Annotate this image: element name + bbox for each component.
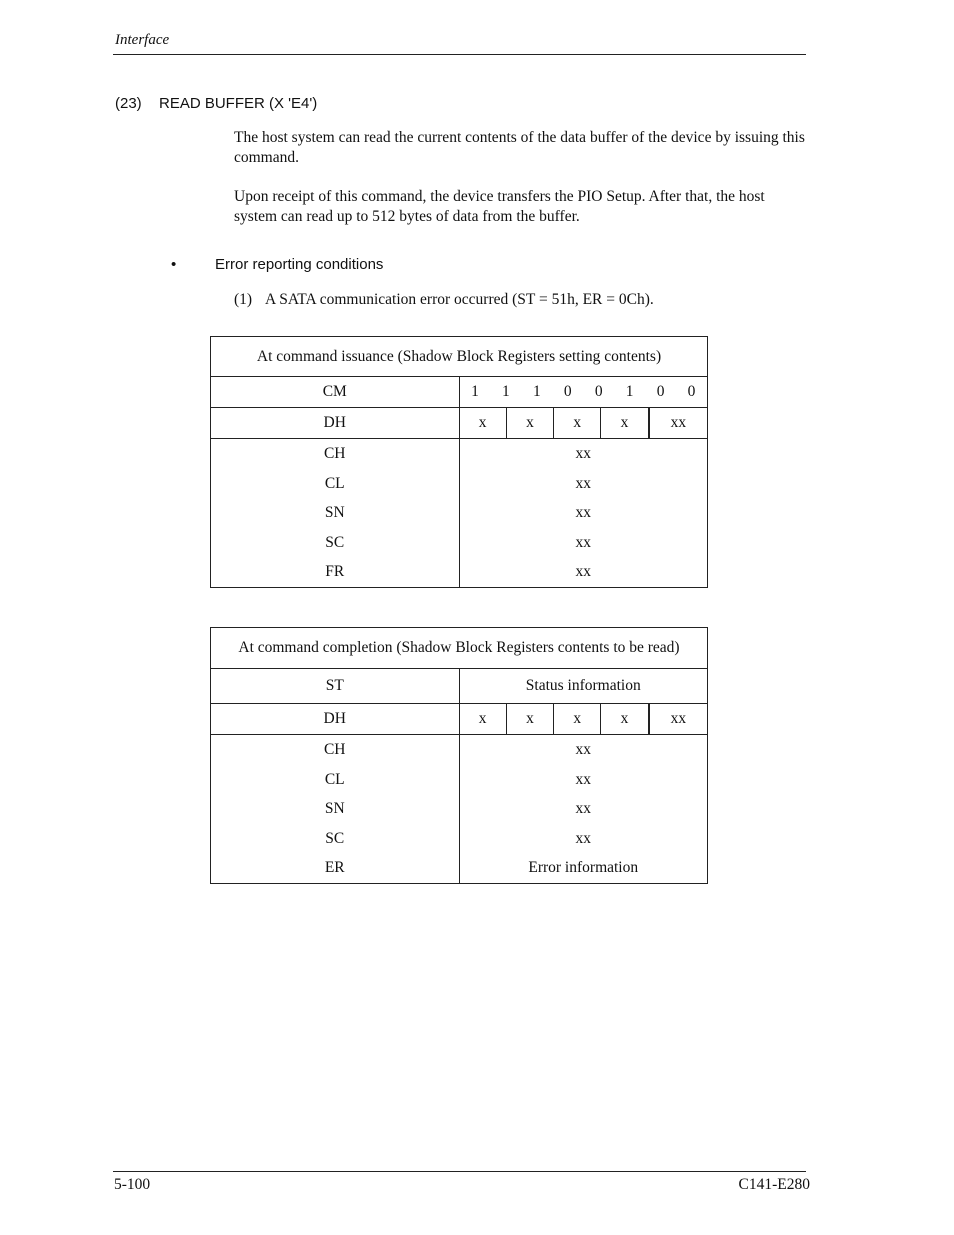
- register-label-cl: CL: [324, 474, 345, 492]
- register-values: [459, 439, 708, 588]
- bit-6: 1: [502, 383, 510, 400]
- register-label-sn: SN: [324, 800, 345, 818]
- register-label-cl: CL: [324, 770, 345, 788]
- register-values: [459, 735, 708, 884]
- header-rule: [113, 54, 806, 55]
- bit-1: 0: [656, 383, 665, 400]
- dh-rest: xx: [670, 710, 687, 727]
- register-label-dh: DH: [211, 704, 460, 735]
- condition-number: (1): [234, 291, 253, 308]
- condition-text: A SATA communication error occurred (ST = 51h, ER = 0Ch).: [265, 291, 654, 308]
- bullet-text: Error reporting conditions: [215, 256, 384, 273]
- register-label-sc: SC: [325, 829, 345, 847]
- register-value-ch: xx: [575, 741, 591, 758]
- register-value-fr: xx: [575, 563, 591, 581]
- dh-bit-5: x: [554, 704, 601, 734]
- dh-bit-6: x: [507, 408, 554, 438]
- dh-bit-5: x: [554, 408, 601, 438]
- dh-bit-6: x: [507, 704, 554, 734]
- register-labels: [211, 439, 460, 588]
- register-value-ch: xx: [575, 445, 591, 462]
- bit-5: 1: [532, 383, 541, 400]
- paragraph-2: Upon receipt of this command, the device transfers the PIO Setup. After that, the host system can read up to 512 bytes of data from the buffer.: [234, 188, 765, 225]
- footer-rule: [113, 1171, 806, 1172]
- document-id: C141-E280: [738, 1176, 810, 1193]
- issuance-register-table: [210, 336, 708, 588]
- dh-bit-4: x: [601, 408, 649, 438]
- register-value-sn: xx: [575, 800, 591, 818]
- table-title: At command completion (Shadow Block Registers contents to be read): [211, 628, 708, 669]
- register-value-sc: xx: [575, 533, 591, 551]
- register-label-ch: CH: [323, 445, 346, 462]
- register-value-st: Status information: [459, 669, 708, 704]
- table-title: At command issuance (Shadow Block Registers setting contents): [211, 337, 708, 377]
- register-value-cl: xx: [575, 474, 591, 492]
- bit-0: 0: [687, 383, 696, 400]
- register-label-cm: CM: [211, 377, 460, 408]
- register-value-er: Error information: [528, 859, 639, 877]
- bit-4: 0: [563, 383, 572, 400]
- register-label-er: ER: [324, 859, 345, 877]
- register-value-cl: xx: [575, 770, 591, 788]
- register-label-sc: SC: [325, 533, 345, 551]
- paragraph-1: The host system can read the current contents of the data buffer of the device by issuing this command.: [234, 129, 805, 166]
- register-value-sc: xx: [575, 829, 591, 847]
- dh-bit-7: x: [460, 408, 507, 438]
- bit-7: 1: [471, 383, 479, 400]
- register-label-sn: SN: [324, 504, 345, 522]
- register-label-fr: FR: [325, 563, 345, 581]
- running-header: Interface: [115, 32, 170, 48]
- dh-bit-4: x: [601, 704, 649, 734]
- section-title: READ BUFFER (X 'E4'): [159, 95, 318, 112]
- cm-bits: [459, 377, 708, 408]
- dh-cells: [459, 704, 708, 735]
- page-number: 5-100: [114, 1176, 151, 1193]
- dh-rest: xx: [670, 414, 687, 431]
- bullet-symbol: •: [171, 256, 177, 273]
- dh-cells: [459, 408, 708, 439]
- dh-bit-7: x: [460, 704, 507, 734]
- bullet-item: [171, 256, 383, 273]
- section-heading: [115, 95, 317, 112]
- bit-2: 1: [625, 383, 634, 400]
- completion-register-table: [210, 627, 708, 884]
- register-value-sn: xx: [575, 504, 591, 522]
- register-label-ch: CH: [323, 741, 346, 758]
- register-label-dh: DH: [211, 408, 460, 439]
- register-label-st: ST: [211, 669, 460, 704]
- section-number: (23): [115, 95, 142, 112]
- register-labels: [211, 735, 460, 884]
- bit-3: 0: [594, 383, 603, 400]
- condition-item: [234, 291, 654, 309]
